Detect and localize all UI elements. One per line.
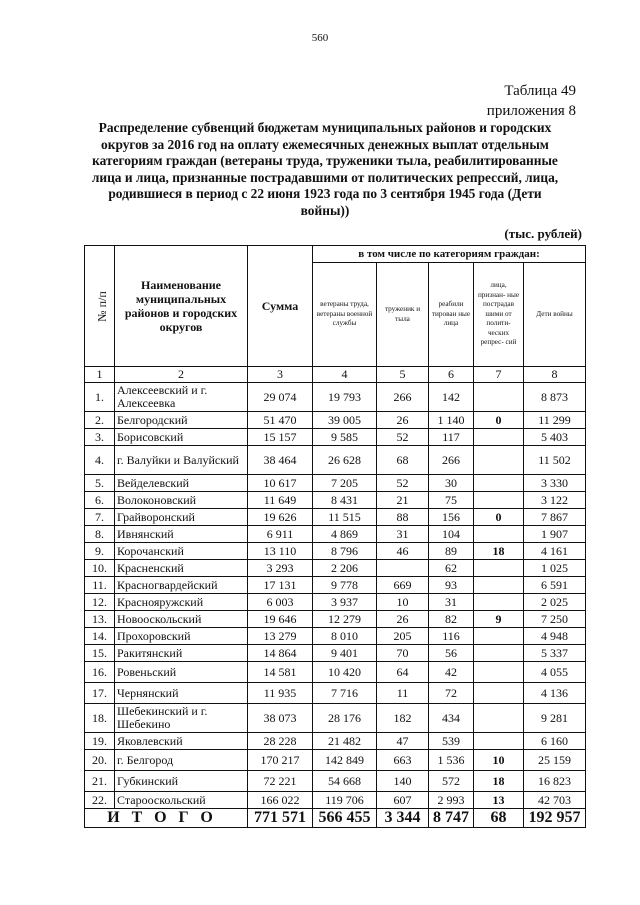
- row-labor-veterans: 12 279: [313, 611, 377, 628]
- row-war-children: 4 948: [524, 628, 586, 645]
- table-row: [85, 429, 586, 446]
- row-sum: 6 911: [248, 526, 313, 543]
- header-labor-veterans: ветераны труда, ветераны военной службы: [313, 263, 377, 367]
- total-home-front-workers: 3 344: [377, 809, 429, 828]
- row-sum: 14 581: [248, 662, 313, 683]
- table-row: [85, 509, 586, 526]
- header-war-children: Дети войны: [524, 263, 586, 367]
- row-home-front-workers: 10: [377, 594, 429, 611]
- row-sum: 15 157: [248, 429, 313, 446]
- column-number: 6: [429, 367, 474, 383]
- row-number: 11.: [85, 577, 115, 594]
- row-home-front-workers: 31: [377, 526, 429, 543]
- row-war-children: 1 907: [524, 526, 586, 543]
- row-home-front-workers: [377, 560, 429, 577]
- row-rehabilitated: 72: [429, 683, 474, 704]
- total-sum: 771 571: [248, 809, 313, 828]
- header-num: № п/п: [85, 246, 115, 367]
- district-name: Губкинский: [115, 771, 248, 792]
- row-labor-veterans: 39 005: [313, 412, 377, 429]
- row-number: 22.: [85, 792, 115, 809]
- row-labor-veterans: 3 937: [313, 594, 377, 611]
- table-body: [85, 383, 586, 809]
- row-number: 19.: [85, 733, 115, 750]
- table-row: [85, 594, 586, 611]
- row-sum: 11 935: [248, 683, 313, 704]
- header-rehabilitated: реабили тирован ные лица: [429, 263, 474, 367]
- row-number: 14.: [85, 628, 115, 645]
- units-label: (тыс. рублей): [504, 226, 582, 241]
- table-row: [85, 383, 586, 412]
- row-rehabilitated: 82: [429, 611, 474, 628]
- row-sum: 13 279: [248, 628, 313, 645]
- row-labor-veterans: 8 796: [313, 543, 377, 560]
- row-war-children: 7 867: [524, 509, 586, 526]
- district-name: Красненский: [115, 560, 248, 577]
- row-war-children: 25 159: [524, 750, 586, 771]
- table-row: [85, 543, 586, 560]
- row-number: 17.: [85, 683, 115, 704]
- district-name: Волоконовский: [115, 492, 248, 509]
- district-name: г. Валуйки и Валуйский: [115, 446, 248, 475]
- row-number: 8.: [85, 526, 115, 543]
- row-labor-veterans: 119 706: [313, 792, 377, 809]
- row-sum: 29 074: [248, 383, 313, 412]
- row-number: 4.: [85, 446, 115, 475]
- row-sum: 38 073: [248, 704, 313, 733]
- row-home-front-workers: 26: [377, 611, 429, 628]
- row-home-front-workers: 26: [377, 412, 429, 429]
- row-war-children: 16 823: [524, 771, 586, 792]
- row-home-front-workers: 607: [377, 792, 429, 809]
- district-name: Яковлевский: [115, 733, 248, 750]
- row-sum: 13 110: [248, 543, 313, 560]
- row-war-children: 1 025: [524, 560, 586, 577]
- district-name: Шебекинский и г. Шебекино: [115, 704, 248, 733]
- district-name: Красногвардейский: [115, 577, 248, 594]
- row-number: 2.: [85, 412, 115, 429]
- row-number: 7.: [85, 509, 115, 526]
- row-home-front-workers: 68: [377, 446, 429, 475]
- row-repression-victims: [474, 628, 524, 645]
- row-war-children: 4 161: [524, 543, 586, 560]
- row-rehabilitated: 42: [429, 662, 474, 683]
- row-war-children: 11 502: [524, 446, 586, 475]
- total-rehabilitated: 8 747: [429, 809, 474, 828]
- table-row: [85, 645, 586, 662]
- row-number: 10.: [85, 560, 115, 577]
- row-number: 15.: [85, 645, 115, 662]
- column-number: 3: [248, 367, 313, 383]
- row-war-children: 7 250: [524, 611, 586, 628]
- row-war-children: 42 703: [524, 792, 586, 809]
- table-row: [85, 526, 586, 543]
- subsidy-table: [84, 245, 586, 828]
- row-war-children: 3 330: [524, 475, 586, 492]
- row-number: 20.: [85, 750, 115, 771]
- row-rehabilitated: 30: [429, 475, 474, 492]
- header-name: Наименование муниципальных районов и городских округов: [115, 246, 248, 367]
- row-war-children: 3 122: [524, 492, 586, 509]
- total-row: [85, 809, 586, 828]
- row-repression-victims: [474, 662, 524, 683]
- table-row: [85, 704, 586, 733]
- row-labor-veterans: 9 585: [313, 429, 377, 446]
- table-row: [85, 560, 586, 577]
- row-number: 13.: [85, 611, 115, 628]
- row-sum: 38 464: [248, 446, 313, 475]
- row-labor-veterans: 8 010: [313, 628, 377, 645]
- district-name: Белгородский: [115, 412, 248, 429]
- row-repression-victims: [474, 526, 524, 543]
- district-name: Старооскольский: [115, 792, 248, 809]
- row-sum: 72 221: [248, 771, 313, 792]
- total-war-children: 192 957: [524, 809, 586, 828]
- row-home-front-workers: 47: [377, 733, 429, 750]
- row-rehabilitated: 266: [429, 446, 474, 475]
- row-repression-victims: [474, 383, 524, 412]
- total-label: ИТОГО: [85, 809, 248, 828]
- row-rehabilitated: 1 140: [429, 412, 474, 429]
- row-home-front-workers: 11: [377, 683, 429, 704]
- column-number: 2: [115, 367, 248, 383]
- row-labor-veterans: 54 668: [313, 771, 377, 792]
- row-rehabilitated: 116: [429, 628, 474, 645]
- row-number: 5.: [85, 475, 115, 492]
- document-title: Распределение субвенций бюджетам муниципальных районов и городских округов за 2016 год на оплату ежемесячных денежных выплат отдельным категориям граждан (ветераны труда, труженики тыла, реабилитированные лица и лица, признанные пострадавшими от политических репрессий, лица, родившиеся в период с 22 июня 1923 года по 3 сентября 1945 года (Дети войны)): [91, 120, 559, 218]
- table-row: [85, 412, 586, 429]
- row-number: 1.: [85, 383, 115, 412]
- row-sum: 11 649: [248, 492, 313, 509]
- header-categories-group: в том числе по категориям граждан:: [313, 246, 586, 263]
- row-sum: 166 022: [248, 792, 313, 809]
- row-repression-victims: 18: [474, 543, 524, 560]
- row-war-children: 9 281: [524, 704, 586, 733]
- row-repression-victims: 10: [474, 750, 524, 771]
- row-number: 9.: [85, 543, 115, 560]
- row-number: 21.: [85, 771, 115, 792]
- row-labor-veterans: 7 716: [313, 683, 377, 704]
- row-home-front-workers: 205: [377, 628, 429, 645]
- row-home-front-workers: 46: [377, 543, 429, 560]
- row-home-front-workers: 70: [377, 645, 429, 662]
- row-rehabilitated: 434: [429, 704, 474, 733]
- header-sum: Сумма: [248, 246, 313, 367]
- table-row: [85, 662, 586, 683]
- row-labor-veterans: 8 431: [313, 492, 377, 509]
- column-number: 4: [313, 367, 377, 383]
- row-rehabilitated: 62: [429, 560, 474, 577]
- row-repression-victims: [474, 733, 524, 750]
- row-repression-victims: [474, 594, 524, 611]
- row-labor-veterans: 28 176: [313, 704, 377, 733]
- row-war-children: 6 160: [524, 733, 586, 750]
- district-name: г. Белгород: [115, 750, 248, 771]
- row-number: 3.: [85, 429, 115, 446]
- column-number: 8: [524, 367, 586, 383]
- row-rehabilitated: 104: [429, 526, 474, 543]
- row-sum: 19 646: [248, 611, 313, 628]
- row-labor-veterans: 4 869: [313, 526, 377, 543]
- row-war-children: 5 337: [524, 645, 586, 662]
- page-number: 560: [311, 32, 329, 44]
- row-war-children: 5 403: [524, 429, 586, 446]
- table-row: [85, 446, 586, 475]
- row-repression-victims: [474, 704, 524, 733]
- total-labor-veterans: 566 455: [313, 809, 377, 828]
- table-label: Таблица 49: [504, 83, 576, 99]
- row-war-children: 8 873: [524, 383, 586, 412]
- row-labor-veterans: 11 515: [313, 509, 377, 526]
- row-rehabilitated: 117: [429, 429, 474, 446]
- row-home-front-workers: 140: [377, 771, 429, 792]
- row-home-front-workers: 266: [377, 383, 429, 412]
- row-repression-victims: [474, 446, 524, 475]
- row-home-front-workers: 64: [377, 662, 429, 683]
- district-name: Ровеньский: [115, 662, 248, 683]
- total-repression-victims: 68: [474, 809, 524, 828]
- column-number: 7: [474, 367, 524, 383]
- row-war-children: 6 591: [524, 577, 586, 594]
- row-sum: 19 626: [248, 509, 313, 526]
- row-sum: 10 617: [248, 475, 313, 492]
- row-rehabilitated: 56: [429, 645, 474, 662]
- row-home-front-workers: 182: [377, 704, 429, 733]
- district-name: Грайворонский: [115, 509, 248, 526]
- district-name: Корочанский: [115, 543, 248, 560]
- row-sum: 51 470: [248, 412, 313, 429]
- row-repression-victims: 18: [474, 771, 524, 792]
- district-name: Ракитянский: [115, 645, 248, 662]
- column-number: 1: [85, 367, 115, 383]
- table-row: [85, 611, 586, 628]
- row-home-front-workers: 21: [377, 492, 429, 509]
- district-name: Борисовский: [115, 429, 248, 446]
- row-repression-victims: [474, 577, 524, 594]
- district-name: Новооскольский: [115, 611, 248, 628]
- table-row: [85, 492, 586, 509]
- table-row: [85, 733, 586, 750]
- table-row: [85, 683, 586, 704]
- row-labor-veterans: 9 778: [313, 577, 377, 594]
- district-name: Вейделевский: [115, 475, 248, 492]
- row-rehabilitated: 1 536: [429, 750, 474, 771]
- row-home-front-workers: 52: [377, 429, 429, 446]
- row-number: 16.: [85, 662, 115, 683]
- row-repression-victims: [474, 429, 524, 446]
- row-labor-veterans: 10 420: [313, 662, 377, 683]
- row-labor-veterans: 142 849: [313, 750, 377, 771]
- district-name: Ивнянский: [115, 526, 248, 543]
- header-home-front-workers: труженик и тыла: [377, 263, 429, 367]
- district-name: Прохоровский: [115, 628, 248, 645]
- row-home-front-workers: 52: [377, 475, 429, 492]
- table-row: [85, 475, 586, 492]
- row-repression-victims: 13: [474, 792, 524, 809]
- row-rehabilitated: 89: [429, 543, 474, 560]
- row-sum: 17 131: [248, 577, 313, 594]
- district-name: Алексеевский и г. Алексеевка: [115, 383, 248, 412]
- row-war-children: 4 136: [524, 683, 586, 704]
- row-home-front-workers: 663: [377, 750, 429, 771]
- row-war-children: 11 299: [524, 412, 586, 429]
- row-repression-victims: [474, 560, 524, 577]
- row-number: 12.: [85, 594, 115, 611]
- row-number: 18.: [85, 704, 115, 733]
- row-repression-victims: [474, 475, 524, 492]
- row-rehabilitated: 2 993: [429, 792, 474, 809]
- row-repression-victims: [474, 492, 524, 509]
- row-number: 6.: [85, 492, 115, 509]
- row-war-children: 4 055: [524, 662, 586, 683]
- row-war-children: 2 025: [524, 594, 586, 611]
- row-rehabilitated: 31: [429, 594, 474, 611]
- row-repression-victims: 0: [474, 412, 524, 429]
- column-number: 5: [377, 367, 429, 383]
- row-repression-victims: [474, 645, 524, 662]
- row-sum: 6 003: [248, 594, 313, 611]
- row-rehabilitated: 75: [429, 492, 474, 509]
- row-labor-veterans: 19 793: [313, 383, 377, 412]
- row-labor-veterans: 26 628: [313, 446, 377, 475]
- row-rehabilitated: 156: [429, 509, 474, 526]
- table-row: [85, 792, 586, 809]
- table-row: [85, 577, 586, 594]
- table-row: [85, 771, 586, 792]
- row-rehabilitated: 539: [429, 733, 474, 750]
- row-labor-veterans: 9 401: [313, 645, 377, 662]
- district-name: Краснояружский: [115, 594, 248, 611]
- appendix-label: приложения 8: [486, 103, 576, 119]
- row-rehabilitated: 142: [429, 383, 474, 412]
- row-home-front-workers: 88: [377, 509, 429, 526]
- row-labor-veterans: 21 482: [313, 733, 377, 750]
- row-rehabilitated: 93: [429, 577, 474, 594]
- row-repression-victims: [474, 683, 524, 704]
- row-repression-victims: 9: [474, 611, 524, 628]
- header-repression-victims: лица, признан- ные пострадав шими от полити- ческих репрес- сий: [474, 263, 524, 367]
- row-sum: 170 217: [248, 750, 313, 771]
- district-name: Чернянский: [115, 683, 248, 704]
- row-sum: 14 864: [248, 645, 313, 662]
- row-home-front-workers: 669: [377, 577, 429, 594]
- row-sum: 3 293: [248, 560, 313, 577]
- row-sum: 28 228: [248, 733, 313, 750]
- table-row: [85, 750, 586, 771]
- row-repression-victims: 0: [474, 509, 524, 526]
- row-rehabilitated: 572: [429, 771, 474, 792]
- row-labor-veterans: 7 205: [313, 475, 377, 492]
- table-row: [85, 628, 586, 645]
- row-labor-veterans: 2 206: [313, 560, 377, 577]
